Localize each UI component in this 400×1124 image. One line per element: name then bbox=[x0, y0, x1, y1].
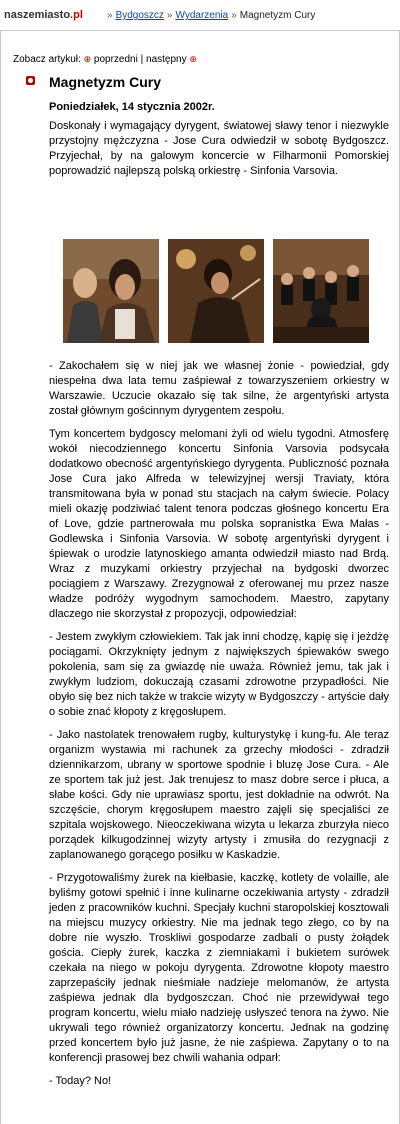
photo-thumbnail-2[interactable] bbox=[168, 239, 264, 343]
breadcrumb-separator: » bbox=[231, 10, 237, 21]
article-paragraph: - Today? No! bbox=[49, 1075, 112, 1087]
article-body bbox=[49, 359, 389, 1097]
logo-part1: nasze bbox=[4, 9, 35, 21]
breadcrumb bbox=[104, 10, 315, 21]
next-article-link[interactable]: następny bbox=[146, 54, 187, 65]
article-title: Magnetyzm Cury bbox=[49, 74, 162, 90]
logo-suffix: .pl bbox=[70, 9, 83, 21]
nav-divider: | bbox=[140, 54, 144, 65]
breadcrumb-separator: » bbox=[166, 10, 173, 21]
article-paragraph: - Przygotowaliśmy żurek na kiełbasie, kaczkę, kotlety de volaille, ale byliśmy gotowi spełnić i inne kulinarne oczekiwania artysty - zdradził jeden z pracowników kuchni. Specjały kuchni staropolskiej kosztowali na miejscu muzycy orkiestry. Nie ma jednak tego złego, co by na dobre nie wyszło. Troskliwi gospodarze zadbali o pusty żołądek gościa. Ciepły żurek, kaczka z ziemniakami i bukietem surówek czekała na niego w pokoju dyrygenta. Zdrowotne kłopoty maestro zaprzepaściły jednak nieśmiałe nadzieje melomanów, że artysta zaśpiewa jednak dla bydgoszczan. Choć nie przewidywał tego program koncertu, wielu miało nadzieję usłyszeć tenora na żywo. Nie ukrywali tego również organizatorzy koncertu. Jednak na godzinę przed koncertem było już jasne, że nie zaśpiewa. Zapytany o to na konferencji prasowej bez chwili wahania odparł: bbox=[49, 872, 389, 1064]
article-lead: Doskonały i wymagający dyrygent, światowej sławy tenor i niezwykle przystojny mężczyzna - Jose Cura odwiedził w sobotę Bydgoszcz. Przyjechał, by na galowym koncercie w Filharmonii Pomorskiej poprowadzić najlepszą polską orkiestrę - Sinfonia Varsovia. bbox=[49, 120, 389, 177]
article-bullet-icon bbox=[26, 76, 35, 85]
site-logo[interactable] bbox=[4, 9, 83, 21]
article-date: Poniedziałek, 14 stycznia 2002r. bbox=[49, 101, 215, 113]
prev-article-link[interactable]: poprzedni bbox=[93, 54, 138, 65]
article-paragraph: - Jestem zwykłym człowiekiem. Tak jak inni chodzę, kąpię się i jeżdżę pociągami. Okrzyknięty jednym z największych śpiewaków swego pokolenia, sam się za gwiazdę nie uważa. Również jemu, tak jak i zwykłym ludziom, dokuczają czasami zdrowotne przypadłości. Nie obyło się bez nich także w trakcie wizyty w Bydgoszczy - artyście dały o sobie znać kłopoty z kręgosłupem. bbox=[49, 631, 389, 718]
article-navigation bbox=[13, 54, 197, 65]
article-paragraph: - Jako nastolatek trenowałem rugby, kulturystykę i kung-fu. Ale teraz organizm wystawia mi rachunek za grzechy młodości - zdradził dziennikarzom, ubrany w sportowe spodnie i bluzę Jose Cura. - Ale ze sportem tak już jest. Jak trenujesz to masz dobre serce i płuca, a słabe kości. Gdy nie uprawiasz sportu, jest dokładnie na odwrót. Na szczęście, chorym kręgosłupem maestro zajęli się specjaliści ze szpitala wojskowego. Nieoczekiwana wizyta u lekarza zburzyła nieco porządek kilkugodzinnej wizyty artysty i zmusiła do rezygnacji z zaplanowanego gorącego posiłku w Kaskadzie. bbox=[49, 729, 389, 861]
article-nav-label: Zobacz artykuł: bbox=[13, 54, 81, 65]
logo-part2: miasto bbox=[34, 9, 71, 21]
article-paragraph: Tym koncertem bydgoscy melomani żyli od wielu tygodni. Atmosferę wokół niecodziennego koncertu Sinfonia Varsovia podsycała dodatkowo obecność argentyńskiego dyrygenta. Publiczność poznała Jose Cura jako Alfreda w telewizyjnej wersji Traviaty, która transmitowana była w ponad stu stacjach na całym świecie. Polacy mieli okazję podziwiać talent tenora podczas głośnego koncertu Era of Love, gdzie partnerowała mu polska sopranistka Ewa Małas - Godlewska i Sinfonia Varsovia. W sobotę argentyński dyrygent i śpiewak o urodzie latynoskiego amanta odwiedził miasto nad Brdą. Wraz z muzykami orkiestry przyjechał na bydgoski dworzec pociągiem z Warszawy. Zrezygnował z oferowanej mu przez nasze władze podróży wygodnym samochodem. Maestro, zapytany dlaczego nie skorzystał z propozycji, odpowiedział: bbox=[49, 428, 389, 620]
photo-thumbnail-1[interactable] bbox=[63, 239, 159, 343]
photo-thumbnail-3[interactable] bbox=[273, 239, 369, 343]
prev-arrows-icon[interactable]: ⊕ bbox=[83, 54, 92, 64]
next-arrows-icon[interactable]: ⊕ bbox=[189, 54, 197, 64]
breadcrumb-current: Magnetyzm Cury bbox=[239, 10, 316, 21]
breadcrumb-link-wydarzenia[interactable]: Wydarzenia bbox=[175, 10, 229, 21]
site-header bbox=[0, 0, 400, 31]
breadcrumb-separator: » bbox=[107, 10, 113, 21]
article-panel bbox=[0, 31, 400, 1124]
breadcrumb-link-bydgoszcz[interactable]: Bydgoszcz bbox=[115, 10, 164, 21]
article-paragraph: - Zakochałem się w niej jak we własnej żonie - powiedział, gdy niespełna dwa lata temu zaśpiewał z towarzyszeniem orkiestry w Warszawie. Uczucie okazało się tak silne, że argentyński artysta został głównym gościnnym dyrygentem zespołu. bbox=[49, 360, 389, 417]
